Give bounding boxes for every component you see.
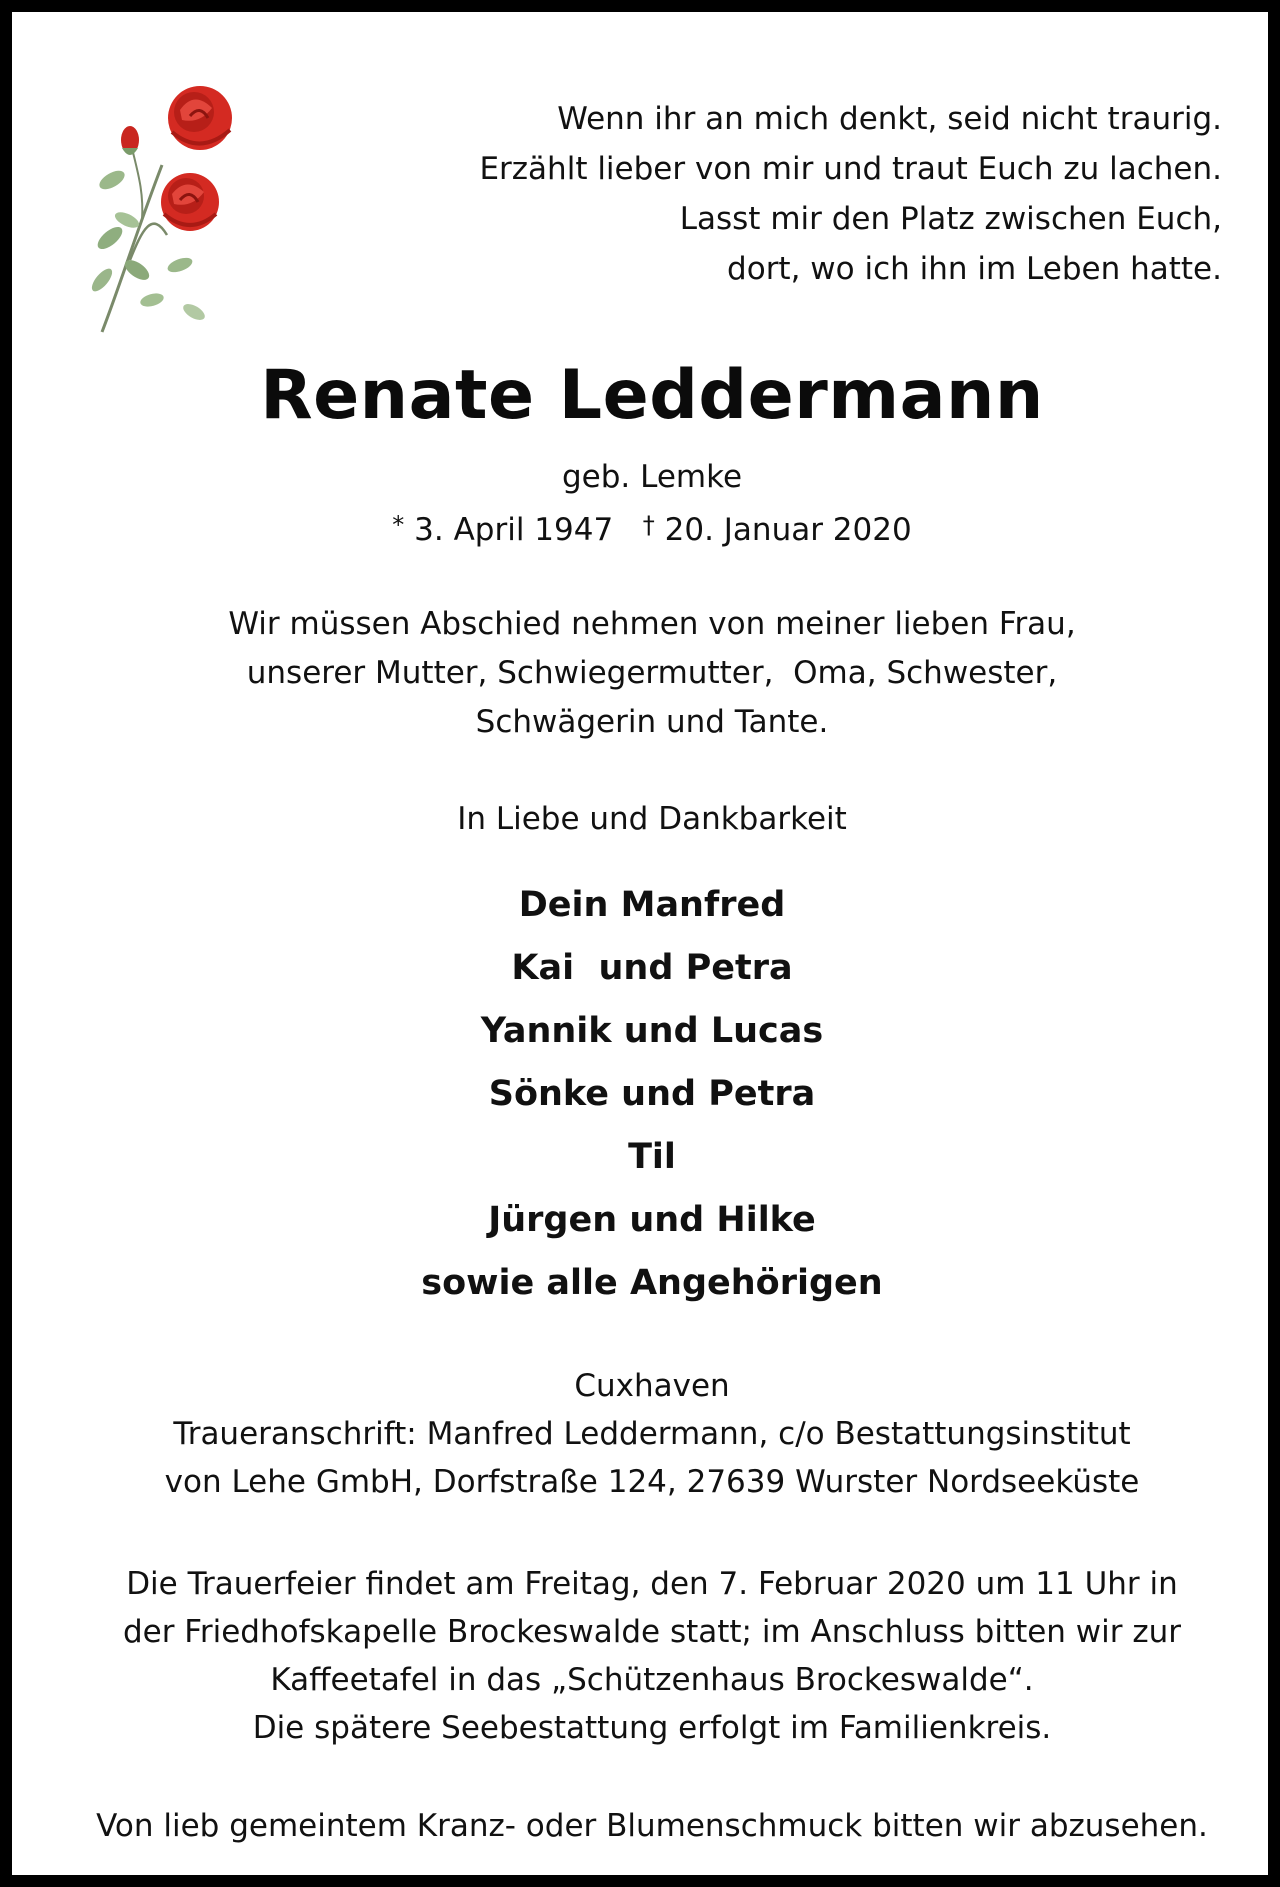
closing-note: Von lieb gemeintem Kranz- oder Blumenschmuck bitten wir abzusehen. <box>96 1808 1208 1844</box>
family-member: Yannik und Lucas <box>480 1011 824 1051</box>
ceremony-line: Die spätere Seebestattung erfolgt im Familienkreis. <box>252 1710 1052 1746</box>
announcement-line: Schwägerin und Tante. <box>475 704 829 740</box>
address-line: Traueranschrift: Manfred Leddermann, c/o Bestattungsinstitut <box>173 1416 1131 1452</box>
ceremony-line: der Friedhofskapelle Brockeswalde statt; im Anschluss bitten wir zur <box>122 1614 1182 1650</box>
birth-symbol: * <box>392 511 405 539</box>
mourning-address <box>24 1362 1280 1506</box>
announcement <box>24 600 1280 747</box>
family-member: Dein Manfred <box>518 885 786 925</box>
family-list <box>24 874 1280 1315</box>
family-member: Jürgen und Hilke <box>488 1200 816 1240</box>
poem-line: dort, wo ich ihn im Leben hatte. <box>727 251 1222 287</box>
family-member: sowie alle Angehörigen <box>421 1263 883 1303</box>
announcement-line: Wir müssen Abschied nehmen von meiner lieben Frau, <box>228 606 1076 642</box>
maiden-name: geb. Lemke <box>561 459 743 495</box>
poem-line: Lasst mir den Platz zwischen Euch, <box>679 201 1222 237</box>
death-symbol: † <box>642 511 655 539</box>
address-line: von Lehe GmbH, Dorfstraße 124, 27639 Wurster Nordseeküste <box>164 1464 1140 1500</box>
death-date: 20. Januar 2020 <box>664 512 912 548</box>
poem <box>402 94 1222 294</box>
announcement-line: unserer Mutter, Schwiegermutter, Oma, Schwester, <box>246 655 1058 691</box>
ceremony-line: Die Trauerfeier findet am Freitag, den 7. Februar 2020 um 11 Uhr in <box>126 1566 1178 1602</box>
roses-icon <box>82 70 257 338</box>
poem-line: Wenn ihr an mich denkt, seid nicht traurig. <box>557 101 1222 137</box>
birth-date: 3. April 1947 <box>414 512 614 548</box>
family-member: Kai und Petra <box>511 948 793 988</box>
life-dates <box>24 500 1280 555</box>
family-member: Sönke und Petra <box>488 1074 816 1114</box>
deceased-name: Renate Leddermann <box>260 356 1044 435</box>
ceremony-line: Kaffeetafel in das „Schützenhaus Brockeswalde“. <box>270 1662 1034 1698</box>
poem-line: Erzählt lieber von mir und traut Euch zu lachen. <box>479 151 1222 187</box>
family-member: Til <box>628 1137 676 1177</box>
address-city: Cuxhaven <box>574 1368 730 1404</box>
gratitude-line: In Liebe und Dankbarkeit <box>457 801 847 837</box>
ceremony-info <box>24 1560 1280 1752</box>
